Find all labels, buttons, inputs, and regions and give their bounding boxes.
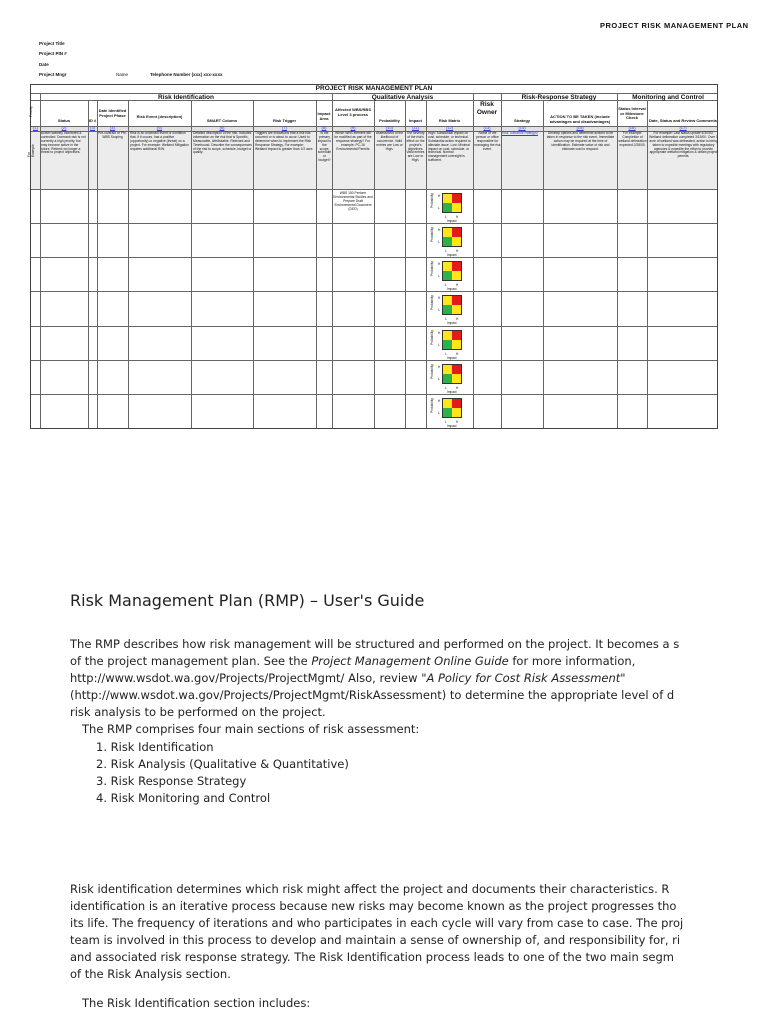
risk-matrix-widget [430, 329, 468, 359]
example-wbs: Which WBS element will be modified as part of the response strategy? For example: PC-16 Environmental Permits [334, 131, 372, 151]
col-number: (6) [219, 125, 225, 130]
example-label: For Example [27, 144, 35, 157]
col-impact: Impact [409, 118, 422, 123]
guide-paragraph-1-line: The RMP describes how risk management will be structured and performed on the project. It becomes a s [70, 637, 680, 651]
col-number: (4) [110, 125, 115, 130]
col-number: (17) [679, 125, 687, 130]
matrix-l-axis-label: L [445, 352, 447, 356]
assessment-list-item: 1. Risk Identification [96, 740, 214, 754]
col-status-interval: Status Interval or Milestone Check [618, 106, 646, 121]
matrix-impact-label: Impact [447, 356, 457, 360]
risk-matrix-widget [430, 260, 468, 290]
col-affected-wbs: Affected WBS/RBS Level 3 process [334, 107, 371, 117]
risk-matrix-widget [430, 226, 468, 256]
matrix-probability-label: Probability [430, 364, 434, 379]
matrix-impact-label: Impact [447, 390, 457, 394]
example-wbs-sub: WBS 150 Perform Environmental Studies and Prepare Draft Environmental Document (DED) [333, 191, 373, 211]
guide-paragraph-2-line: its life. The frequency of iterations and who participates in each cycle will vary from case to case. The proj [70, 916, 684, 930]
matrix-impact-label: Impact [447, 321, 457, 325]
col-number: (12) [445, 125, 454, 130]
col-status: Status [57, 118, 71, 123]
matrix-h-axis-label: H [456, 283, 459, 287]
example-owner: Name of the person or office responsible for managing the risk event. [474, 131, 501, 151]
matrix-l-label: L [438, 274, 440, 278]
guide-paragraph-1-line: (http://www.wsdot.wa.gov/Projects/ProjectMgmt/RiskAssessment) to determine the appropriate level of d [70, 688, 675, 702]
telephone-label: Telephone Number (xxx) xxx-xxxx [150, 72, 223, 77]
matrix-h-axis-label: H [456, 420, 459, 424]
matrix-h-label: H [438, 228, 441, 232]
matrix-h-label: H [438, 262, 441, 266]
guide-paragraph-2-line: Risk identification determines which risk might affect the project and documents their characteristics. R [70, 882, 670, 896]
matrix-h-axis-label: H [456, 317, 459, 321]
matrix-impact-label: Impact [447, 253, 457, 257]
example-matrix: High: Substantial impact on cost, schedule, or technical. Substantial action required to alleviate issue. Low: Minimal impact on cost, schedule, or technical. Normal management oversight is sufficient. [428, 131, 471, 163]
section-risk-response: Risk-Response Strategy [521, 94, 597, 101]
risk-tolerance-link[interactable]: Risk Tolerance Rating(s) [502, 131, 538, 135]
matrix-impact-label: Impact [447, 219, 457, 223]
matrix-l-axis-label: L [445, 283, 447, 287]
project-mgmt-url: http://www.wsdot.wa.gov/Projects/ProjectMgmt/ Also, review [70, 671, 422, 685]
matrix-probability-label: Probability [430, 261, 434, 276]
assessment-list-item: 2. Risk Analysis (Qualitative & Quantitative) [96, 757, 349, 771]
col-risk-event: Risk Event (description) [136, 114, 183, 119]
assessment-list-item: 3. Risk Response Strategy [96, 774, 247, 788]
matrix-l-axis-label: L [445, 420, 447, 424]
section-monitoring-control: Monitoring and Control [632, 94, 704, 101]
matrix-l-label: L [438, 411, 440, 415]
risk-matrix-widget [430, 397, 468, 427]
matrix-l-label: L [438, 377, 440, 381]
col-number: (11) [412, 125, 419, 130]
col-number: (9) [350, 125, 356, 130]
col-number: (8) [321, 125, 327, 130]
col-smart: SMART Column [206, 118, 238, 123]
matrix-cells [442, 227, 462, 247]
guide-paragraph-2-line: team is involved in this process to develop and maintain a sense of ownership of, and responsibility for, ri [70, 933, 681, 947]
matrix-probability-label: Probability [430, 227, 434, 242]
risk-matrix-widget [430, 294, 468, 324]
col-strategy: Strategy [513, 118, 530, 123]
matrix-cells [442, 193, 462, 213]
guide-paragraph-3: The Risk Identification section includes: [82, 996, 311, 1010]
matrix-l-label: L [438, 240, 440, 244]
matrix-probability-label: Probability [430, 193, 434, 208]
col-number: (15) [576, 125, 584, 130]
table-title: PROJECT RISK MANAGEMENT PLAN [315, 85, 433, 92]
section-qualitative-analysis: Qualitative Analysis [371, 94, 434, 101]
col-number: (2) [61, 125, 67, 130]
risk-management-table [27, 84, 718, 429]
example-action: Develop options and determine actions to be taken in response to the risk event. Immediate action may be required at the time of identification. Estimate value of risk and estimate cost to respond. [546, 131, 615, 151]
guide-paragraph-1-line: The RMP comprises four main sections of risk assessment: [82, 722, 420, 736]
col-risk-matrix: Risk Matrix [438, 118, 461, 123]
project-pin-label: Project PIN # [39, 51, 67, 56]
guide-paragraph-2-line: of the Risk Analysis section. [70, 967, 231, 981]
matrix-l-axis-label: L [445, 249, 447, 253]
example-impact: The severity of the risk's effect on the project's objectives. Valid entries are Low or High. [406, 131, 425, 163]
risk-matrix-widget [430, 363, 468, 393]
online-guide-reference: Project Management Online Guide [311, 654, 509, 668]
col-impact-area: Impact Area [317, 111, 331, 121]
matrix-h-label: H [438, 296, 441, 300]
matrix-h-axis-label: H [456, 249, 459, 253]
page-header-title: PROJECT RISK MANAGEMENT PLAN [600, 21, 749, 30]
matrix-cells [442, 364, 462, 384]
project-manager-label: Project Mngr [39, 72, 67, 77]
matrix-cells [442, 330, 462, 350]
matrix-cells [442, 295, 462, 315]
matrix-l-label: L [438, 343, 440, 347]
col-number: (13) [483, 125, 491, 130]
col-number: (3) [90, 125, 95, 130]
matrix-cells [442, 398, 462, 418]
matrix-l-axis-label: L [445, 386, 447, 390]
matrix-l-axis-label: L [445, 317, 447, 321]
col-number: (7) [282, 125, 287, 130]
example-risk-event: Risk is an uncertain event or condition that, if it occurs, has a positive (opportunity) or negative (threat) on a project. For example: Wetland Mitigation requires additional R/W. [130, 131, 189, 151]
matrix-impact-label: Impact [447, 424, 457, 428]
guide-text-span: of the project management plan. See the [70, 654, 312, 668]
matrix-cells [442, 261, 462, 281]
guide-paragraph-1-line [70, 670, 768, 687]
col-number: (1) [33, 125, 38, 130]
assessment-list-item: 4. Risk Monitoring and Control [96, 791, 271, 805]
matrix-impact-label: Impact [447, 287, 457, 291]
matrix-l-label: L [438, 308, 440, 312]
col-probability: Probability [379, 118, 400, 123]
col-action: ACTION TO BE TAKEN (include advantages and disadvantages) [549, 114, 611, 124]
example-status: Active=actively monitored & controlled. Dormant=risk is not currently a high priority, but may become active in the future. Retired=no longer a threat to project objectives. [41, 131, 86, 155]
col-number: (16) [628, 125, 636, 130]
col-risk-trigger: Risk Trigger [272, 118, 297, 123]
matrix-h-axis-label: H [456, 386, 459, 390]
matrix-h-label: H [438, 399, 441, 403]
col-priority: Priority [29, 106, 33, 117]
guide-paragraph-2-line: and associated risk response strategy. The Risk Identification process leads to one of the two main segm [70, 950, 675, 964]
col-number: (10) [385, 125, 394, 130]
example-comments: For example: Last status update 4/30/00. Wetland delineation completed 3/15/00. Over 1 acre of wetland was delineated, action is being taken to expedite meetings with regulatory agencies & expedite the effort to provide appropriate wetland mitigation & obtain project permits. [649, 131, 718, 159]
guide-paragraph-2-line: identification is an iterative process because new risks may become known as the project progresses tho [70, 899, 677, 913]
example-interval: For example: Completion of wetland delineation expected 2/28/00. [618, 131, 647, 147]
col-number: (5) [157, 125, 162, 130]
example-smart: Detailed description of the risk. Includes information on the risk that is Specific, Measurable, Attributable, Relevant and Timebound. Describe the consequences of the risk to scope, schedule, budget or quality. [193, 131, 252, 155]
guide-title: Risk Management Plan (RMP) – User's Guide [70, 591, 425, 610]
section-risk-identification: Risk Identification [158, 94, 214, 101]
name-label: Name [116, 72, 129, 77]
guide-paragraph-1-line: risk analysis to be performed on the project. [70, 705, 326, 719]
example-impact-area: Is the primary impact to the scope, schedule or budget? [317, 131, 332, 163]
example-phase: Pre-contract or Pre-WBS Scoping [98, 131, 127, 139]
project-title-label: Project Title [39, 41, 65, 46]
matrix-h-label: H [438, 331, 441, 335]
section-risk-owner: Risk Owner [476, 101, 498, 116]
matrix-h-label: H [438, 365, 441, 369]
col-review-comments: Date, Status and Review Comments [648, 118, 718, 123]
matrix-probability-label: Probability [430, 295, 434, 310]
date-label: Date [39, 62, 49, 67]
guide-text-span: for more information, [508, 654, 636, 668]
matrix-l-axis-label: L [445, 215, 447, 219]
col-id: ID # [88, 118, 97, 123]
risk-matrix-widget [430, 192, 468, 222]
matrix-probability-label: Probability [430, 330, 434, 345]
policy-reference: "A Policy for Cost Risk Assessment" [421, 671, 626, 685]
matrix-l-label: L [438, 206, 440, 210]
col-date-phase: Date Identified Project Phase [98, 108, 127, 118]
matrix-h-axis-label: H [456, 215, 459, 219]
example-probability: Assessment of the likelihood of occurrence. Valid entries are Low or High. [375, 131, 404, 151]
matrix-probability-label: Probability [430, 398, 434, 413]
guide-paragraph-1-line [70, 653, 768, 670]
example-trigger: Triggers are indications that a risk has occurred or is about to occur. Used to determine when to implement the Risk Response Strategy. For example: Wetland impact is greater than 1/2 acre. [255, 131, 314, 151]
matrix-h-axis-label: H [456, 352, 459, 356]
col-number: (14) [518, 125, 526, 130]
matrix-h-label: H [438, 194, 441, 198]
